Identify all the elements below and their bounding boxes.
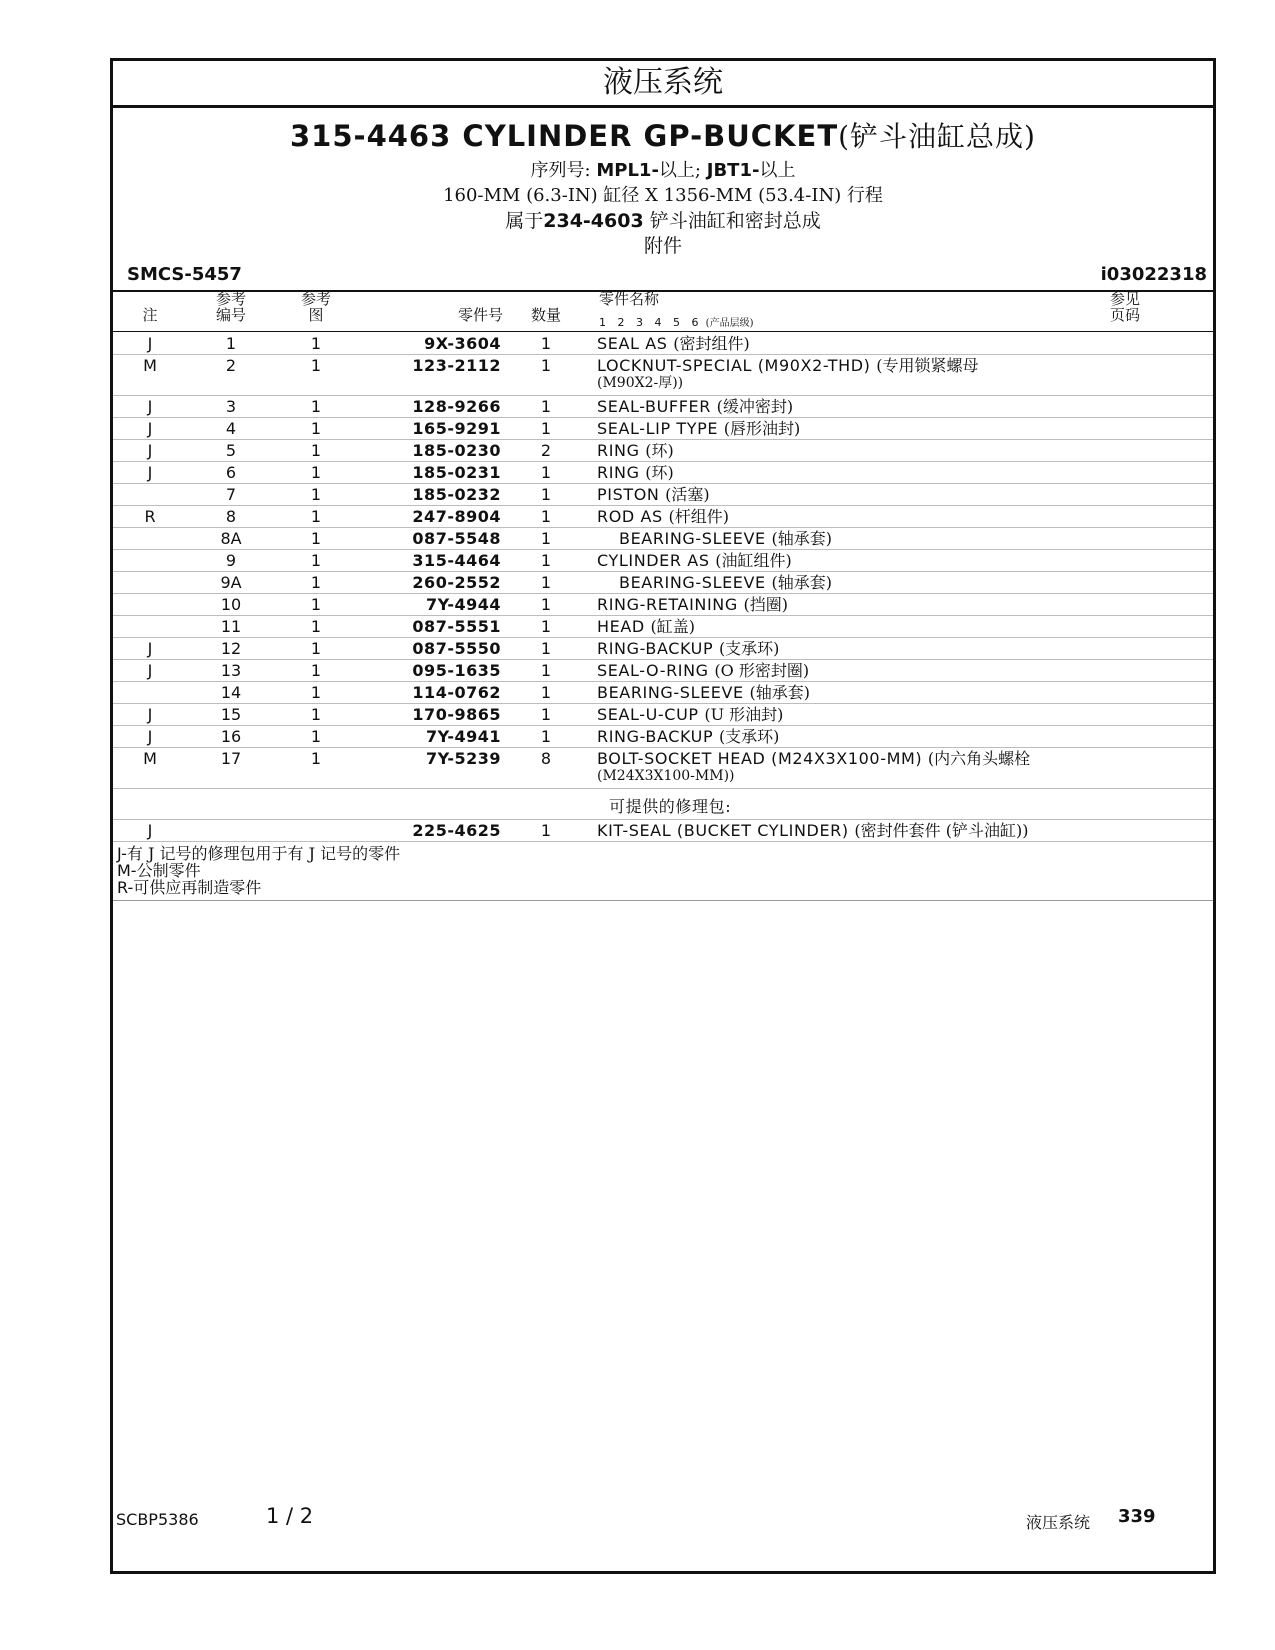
note-cell: J [147, 463, 153, 482]
column-header-rule [113, 331, 1213, 332]
part-number-cell: 7Y-4941 [425, 727, 501, 746]
section-title: 液压系统 [113, 61, 1213, 108]
part-number-cell: 7Y-4944 [425, 595, 501, 614]
part-name-cell [597, 662, 1157, 680]
footer-doc-number: SCBP5386 [116, 1510, 199, 1529]
part-name-en: BEARING-SLEEVE [619, 529, 766, 548]
note-cell: J [147, 705, 153, 724]
col-fig-header [294, 291, 338, 323]
belongs-part-number: 234-4603 [543, 210, 644, 232]
part-name-cn: (轴承套) [771, 529, 832, 548]
table-row [113, 396, 1213, 418]
levels-numbers: 1 2 3 4 5 6 [599, 316, 703, 329]
col-levels-header [599, 314, 753, 329]
part-name-cont: (M90X2-厚)) [597, 375, 684, 391]
col-page-header-line2: 页码 [1109, 306, 1140, 324]
part-name-en: RING-BACKUP [597, 727, 714, 746]
serial-prefix-2: JBT1- [706, 160, 760, 181]
ref-cell: 3 [225, 397, 237, 416]
part-name-en: SEAL AS [597, 334, 668, 353]
part-name-cell [597, 398, 1157, 416]
fig-cell: 1 [310, 507, 322, 526]
serial-line [113, 156, 1213, 182]
col-name-header: 零件名称 [599, 290, 660, 308]
table-row [113, 682, 1213, 704]
part-name-cell [597, 640, 1157, 658]
part-name-cont: (M24X3X100-MM)) [597, 768, 735, 784]
note-line [117, 879, 261, 896]
fig-cell: 1 [310, 683, 322, 702]
ref-cell: 6 [225, 463, 237, 482]
part-name-cn: (专用锁紧螺母 [876, 356, 979, 375]
part-name-cn: (支承环) [718, 639, 780, 658]
note-cell: J [147, 441, 153, 460]
part-name-en: LOCKNUT-SPECIAL (M90X2-THD) [597, 356, 871, 375]
table-row [113, 638, 1213, 660]
part-name-en: BEARING-SLEEVE [597, 683, 744, 702]
ref-cell: 4 [225, 419, 237, 438]
note-cell: J [147, 639, 153, 658]
part-name-cn: (轴承套) [749, 683, 810, 702]
ref-cell: 15 [220, 705, 242, 724]
belongs-suffix: 铲斗油缸和密封总成 [643, 210, 821, 232]
qty-cell: 1 [540, 419, 552, 438]
part-name-en: SEAL-BUFFER [597, 397, 711, 416]
fig-cell: 1 [310, 529, 322, 548]
part-name-en: RING [597, 463, 640, 482]
note-code: R- [117, 878, 134, 897]
fig-cell: 1 [310, 419, 322, 438]
part-name-cell [597, 508, 1157, 526]
part-number-cell: 185-0230 [412, 441, 501, 460]
belongs-line [113, 206, 1213, 233]
note-line [117, 862, 201, 879]
part-name-cell [597, 464, 1157, 482]
part-name-cell [597, 335, 1157, 353]
table-row [113, 528, 1213, 550]
part-name-cell [597, 574, 1179, 592]
qty-cell: 1 [540, 639, 552, 658]
table-row [113, 355, 1213, 396]
qty-cell: 8 [540, 749, 552, 768]
part-name-cell [597, 618, 1157, 636]
part-number-cell: 095-1635 [412, 661, 501, 680]
part-name-en: RING-BACKUP [597, 639, 714, 658]
qty-cell: 1 [540, 573, 552, 592]
fig-cell: 1 [310, 573, 322, 592]
part-number-cell: 165-9291 [412, 419, 501, 438]
fig-cell: 1 [310, 441, 322, 460]
table-row [113, 704, 1213, 726]
table-row [113, 506, 1213, 528]
col-note-header: 注 [142, 306, 158, 324]
page-frame [110, 58, 1216, 1574]
ref-cell: 11 [220, 617, 242, 636]
qty-cell: 1 [540, 334, 552, 353]
qty-cell: 1 [540, 727, 552, 746]
part-number-cell: 185-0231 [412, 463, 501, 482]
repair-kit-heading: 可提供的修理包: [609, 797, 732, 816]
col-fig-header-line2: 图 [308, 306, 324, 324]
part-number-cell: 260-2552 [412, 573, 501, 592]
qty-cell: 1 [540, 595, 552, 614]
part-name-en: RING-RETAINING [597, 595, 738, 614]
fig-cell: 1 [310, 334, 322, 353]
fig-cell: 1 [310, 661, 322, 680]
qty-cell: 1 [540, 551, 552, 570]
part-name-cell [597, 486, 1157, 504]
fig-cell: 1 [310, 485, 322, 504]
ref-cell: 7 [225, 485, 237, 504]
note-cell: M [143, 356, 157, 375]
part-name-cn: (O 形密封圈) [714, 661, 810, 680]
part-name-cn: (挡圈) [743, 595, 789, 614]
note-cell: J [147, 661, 153, 680]
serial-label: 序列号: [530, 160, 591, 181]
col-ref-header-line2: 编号 [215, 306, 246, 324]
part-name-cn: (密封组件) [673, 334, 750, 353]
note-line [117, 845, 400, 862]
col-fig-header-line1: 参考 [300, 290, 331, 308]
footer-page-of: 1 / 2 [266, 1504, 314, 1528]
footer-page-number: 339 [1118, 1506, 1156, 1527]
table-row [113, 418, 1213, 440]
qty-cell: 1 [540, 529, 552, 548]
ref-cell: 13 [220, 661, 242, 680]
fig-cell: 1 [310, 551, 322, 570]
main-title [113, 115, 1213, 155]
part-number-cell: 087-5551 [412, 617, 501, 636]
note-cell: J [147, 727, 153, 746]
ref-cell: 17 [220, 749, 242, 768]
kit-note-cell: J [147, 821, 153, 840]
kit-name-en: KIT-SEAL (BUCKET CYLINDER) [597, 821, 849, 840]
note-text: 有 J 记号的修理包用于有 J 记号的零件 [126, 844, 401, 863]
table-row [113, 616, 1213, 638]
part-name-en: HEAD [597, 617, 645, 636]
part-name-cell [597, 530, 1179, 548]
ref-cell: 9 [225, 551, 237, 570]
table-row [113, 333, 1213, 355]
part-name-cell [597, 357, 1157, 391]
fig-cell: 1 [310, 639, 322, 658]
part-name-cell [597, 420, 1157, 438]
part-name-en: CYLINDER AS [597, 551, 710, 570]
part-number-cell: 247-8904 [412, 507, 501, 526]
notes-block [113, 842, 1213, 901]
ref-cell: 8A [220, 529, 242, 548]
header-rule [113, 290, 1213, 292]
table-row [113, 572, 1213, 594]
part-name-en: SEAL-LIP TYPE [597, 419, 719, 438]
note-text: 公制零件 [136, 861, 201, 880]
part-name-cell [597, 684, 1157, 702]
col-ref-header [209, 291, 253, 323]
part-number-cell: 315-4464 [412, 551, 501, 570]
table-row [113, 484, 1213, 506]
fig-cell: 1 [310, 749, 322, 768]
kit-part-number-cell: 225-4625 [412, 821, 501, 840]
qty-cell: 1 [540, 507, 552, 526]
table-row [113, 594, 1213, 616]
part-name-en: RING [597, 441, 640, 460]
illustration-id: i03022318 [1100, 264, 1207, 285]
fig-cell: 1 [310, 617, 322, 636]
fig-cell: 1 [310, 595, 322, 614]
repair-kit-heading-row [113, 789, 1213, 820]
part-name-cn: (支承环) [718, 727, 780, 746]
table-row [113, 748, 1213, 789]
col-ref-header-line1: 参考 [215, 290, 246, 308]
part-name-en: ROD AS [597, 507, 663, 526]
part-number-cell: 9X-3604 [424, 334, 501, 353]
note-cell: J [147, 334, 153, 353]
part-name-cn: (缸盖) [650, 617, 695, 636]
part-number-cell: 185-0232 [412, 485, 501, 504]
part-name-cn: (活塞) [665, 485, 710, 504]
ref-cell: 1 [225, 334, 237, 353]
part-name-cell [597, 552, 1157, 570]
part-name-cn: (内六角头螺栓 [927, 749, 1031, 768]
part-name-cn: (环) [645, 463, 674, 482]
qty-cell: 1 [540, 485, 552, 504]
fig-cell: 1 [310, 463, 322, 482]
table-row [113, 550, 1213, 572]
ref-cell: 8 [225, 507, 237, 526]
title-cn-name: (铲斗油缸总成) [838, 120, 1036, 153]
footer-section: 液压系统 [1026, 1513, 1091, 1532]
ref-cell: 2 [225, 356, 237, 375]
part-name-cell [597, 596, 1157, 614]
smcs-code: SMCS-5457 [127, 264, 242, 285]
part-name-cell [597, 728, 1157, 746]
note-cell: R [144, 507, 156, 526]
ref-cell: 9A [220, 573, 242, 592]
ref-cell: 16 [220, 727, 242, 746]
part-name-cn: (U 形油封) [704, 705, 784, 724]
serial-prefix-1: MPL1- [596, 160, 659, 181]
col-qty-header: 数量 [530, 306, 561, 324]
serial-suffix-2: 以上 [759, 160, 796, 181]
levels-note: (产品层级) [702, 318, 754, 329]
note-code: M- [117, 861, 137, 880]
part-name-cn: (缓冲密封) [716, 397, 794, 416]
fig-cell: 1 [310, 705, 322, 724]
title-part-number: 315-4463 [290, 119, 452, 153]
part-name-cell [597, 750, 1157, 784]
ref-cell: 10 [220, 595, 242, 614]
col-part-number-header: 零件号 [457, 306, 503, 324]
part-number-cell: 114-0762 [412, 683, 501, 702]
part-number-cell: 170-9865 [412, 705, 501, 724]
part-name-cn: (唇形油封) [723, 419, 801, 438]
serial-suffix-1: 以上; [658, 160, 702, 181]
part-name-cell [597, 706, 1157, 724]
part-name-en: PISTON [597, 485, 660, 504]
qty-cell: 1 [540, 397, 552, 416]
kit-name-cell [597, 822, 1157, 840]
part-name-cn: (轴承套) [771, 573, 832, 592]
note-text: 可供应再制造零件 [133, 878, 262, 897]
title-name: CYLINDER GP-BUCKET [462, 119, 839, 153]
ref-cell: 14 [220, 683, 242, 702]
qty-cell: 1 [540, 356, 552, 375]
part-name-cn: (杆组件) [668, 507, 730, 526]
qty-cell: 1 [540, 705, 552, 724]
kit-name-cn: (密封件套件 (铲斗油缸)) [854, 821, 1029, 840]
part-number-cell: 123-2112 [412, 356, 501, 375]
belongs-prefix: 属于 [505, 210, 544, 232]
repair-kit-row [113, 820, 1213, 842]
fig-cell: 1 [310, 727, 322, 746]
qty-cell: 1 [540, 463, 552, 482]
part-name-cn: (环) [645, 441, 674, 460]
col-page-header [1105, 291, 1145, 323]
part-name-en: BOLT-SOCKET HEAD (M24X3X100-MM) [597, 749, 923, 768]
table-row [113, 660, 1213, 682]
col-page-header-line1: 参见 [1109, 290, 1140, 308]
ref-cell: 12 [220, 639, 242, 658]
attachment-label: 附件 [643, 235, 682, 257]
note-cell: J [147, 397, 153, 416]
qty-cell: 1 [540, 617, 552, 636]
qty-cell: 1 [540, 683, 552, 702]
fig-cell: 1 [310, 356, 322, 375]
part-number-cell: 087-5550 [412, 639, 501, 658]
table-row [113, 726, 1213, 748]
part-number-cell: 7Y-5239 [425, 749, 501, 768]
part-name-cell [597, 442, 1157, 460]
table-row [113, 440, 1213, 462]
qty-cell: 2 [540, 441, 552, 460]
qty-cell: 1 [540, 661, 552, 680]
note-cell: M [143, 749, 157, 768]
table-row [113, 462, 1213, 484]
kit-qty-cell: 1 [540, 821, 552, 840]
note-code: J- [117, 844, 127, 863]
part-name-en: SEAL-O-RING [597, 661, 709, 680]
part-name-en: SEAL-U-CUP [597, 705, 699, 724]
spec-line: 160-MM (6.3-IN) 缸径 X 1356-MM (53.4-IN) 行程 [443, 185, 883, 206]
parts-table [113, 333, 1213, 901]
part-name-en: BEARING-SLEEVE [619, 573, 766, 592]
part-number-cell: 128-9266 [412, 397, 501, 416]
part-name-cn: (油缸组件) [715, 551, 792, 570]
part-number-cell: 087-5548 [412, 529, 501, 548]
ref-cell: 5 [225, 441, 237, 460]
note-cell: J [147, 419, 153, 438]
fig-cell: 1 [310, 397, 322, 416]
